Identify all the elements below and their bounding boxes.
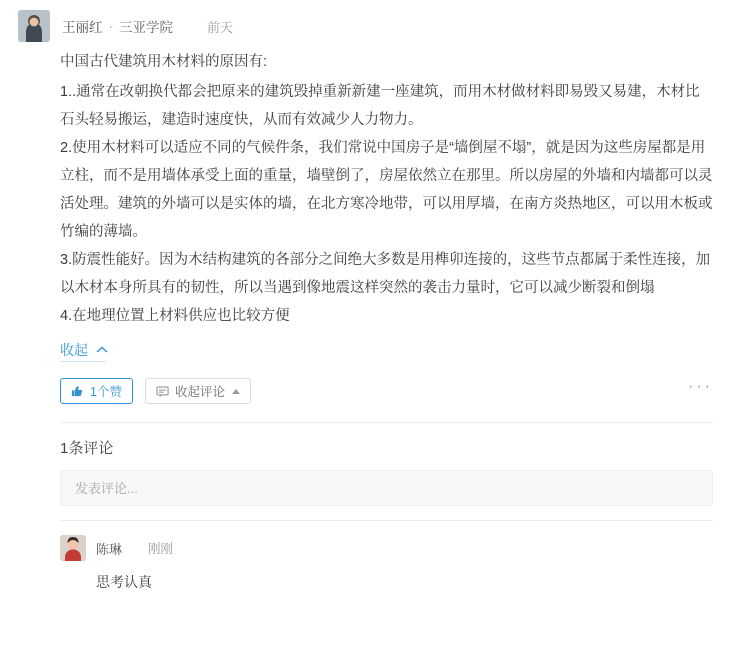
collapse-label: 收起 [60, 342, 88, 358]
post-paragraph: 2.使用木材料可以适应不同的气候件条，我们常说中国房子是“墙倒屋不塌”，就是因为这些房屋都是用立柱，而不是用墙体承受上面的重量，墙壁倒了，房屋依然立在那里。所以房屋的外墙和内墙都可以灵活处理。建筑的外墙可以是实体的墙，在北方寒冷地带，可以用厚墙，在南方炎热地区，可以用木板或竹编的薄墙。 [60, 140, 713, 240]
author-separator: · [108, 18, 113, 34]
comment-timestamp: 刚刚 [148, 542, 174, 556]
author-line [62, 16, 233, 36]
avatar[interactable] [18, 10, 50, 42]
post-content [0, 40, 739, 330]
post-paragraph: 3.防震性能好。因为木结构建筑的各部分之间绝大多数是用榫卯连接的，这些节点都属于柔性连接，加以木材本身所具有的韧性，所以当遇到像地震这样突然的袭击力量时，它可以减少断裂和倒塌 [60, 252, 711, 296]
comment-toggle-button[interactable] [145, 378, 251, 404]
list-item [0, 521, 739, 593]
more-options-button[interactable]: ··· [688, 378, 713, 395]
avatar[interactable] [60, 535, 86, 561]
like-button[interactable] [60, 378, 133, 404]
chevron-up-icon [96, 345, 106, 355]
comment-input-wrap [60, 470, 713, 506]
comment-input[interactable] [60, 470, 713, 506]
author-school[interactable]: 三亚学院 [119, 20, 173, 35]
post-paragraph: 4.在地理位置上材料供应也比较方便 [60, 308, 290, 324]
comment-author[interactable]: 陈琳 [96, 541, 123, 557]
post-paragraph: 中国古代建筑用木材料的原因有: [60, 54, 268, 70]
collapse-row [0, 330, 739, 362]
post-paragraph: 1..通常在改朝换代都会把原来的建筑毁掉重新新建一座建筑，而用木材做材料即易毁又易建，木材比石头轻易搬运，建造时速度快，从而有效减少人力物力。 [60, 84, 700, 128]
comment-text: 思考认真 [96, 574, 152, 590]
author-name[interactable]: 王丽红 [62, 20, 103, 35]
comment-icon [156, 385, 169, 398]
post-header [0, 0, 739, 40]
comment-head [60, 535, 713, 561]
like-count-label: 1个赞 [90, 385, 122, 399]
avatar-image [60, 535, 86, 561]
comment-toggle-label: 收起评论 [174, 385, 225, 399]
caret-up-icon [232, 389, 240, 394]
comment-count: 1条评论 [60, 440, 114, 457]
collapse-toggle[interactable] [60, 340, 106, 362]
avatar-image [18, 10, 50, 42]
thumbs-up-icon [71, 385, 84, 398]
post-timestamp: 前天 [207, 19, 234, 35]
action-bar [0, 362, 739, 404]
